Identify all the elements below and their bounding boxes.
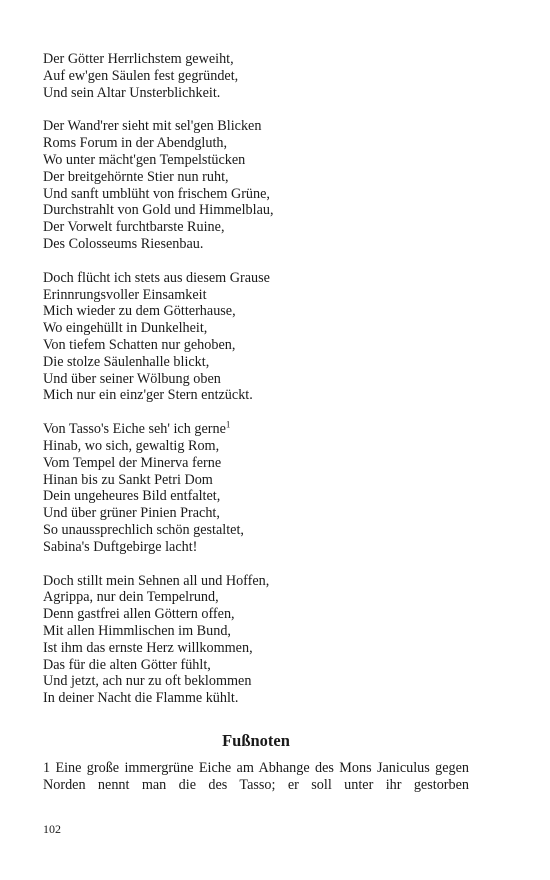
footnote-text: 1 Eine große immergrüne Eiche am Abhange des Mons Janiculus gegen Norden nennt man die des Tasso; er soll unter ihr gestorben — [43, 760, 469, 793]
poem-line: Durchstrahlt von Gold und Himmelblau, — [43, 202, 274, 219]
poem-line: Dein ungeheures Bild entfaltet, — [43, 488, 221, 505]
poem-line: Doch stillt mein Sehnen all und Hoffen, — [43, 572, 270, 589]
poem-line: Vom Tempel der Minerva ferne — [43, 454, 222, 471]
poem-line: Mich nur ein einz'ger Stern entzückt. — [43, 387, 253, 404]
stanza-2 — [43, 118, 469, 252]
poem-line: Der Götter Herrlichstem geweiht, — [43, 51, 234, 67]
page-number: 102 — [43, 822, 61, 836]
poem-line: Der breitgehörnte Stier nun ruht, — [43, 168, 229, 185]
stanza-4 — [43, 421, 469, 555]
poem-line: Denn gastfrei allen Göttern offen, — [43, 606, 235, 623]
poem-line — [43, 421, 469, 438]
poem-line: Und jetzt, ach nur zu oft beklommen — [43, 673, 252, 690]
poem-line: So unaussprechlich schön gestaltet, — [43, 521, 244, 538]
poem-line: Agrippa, nur dein Tempelrund, — [43, 589, 219, 606]
footnotes-heading: Fußnoten — [222, 731, 290, 750]
poem-line: In deiner Nacht die Flamme kühlt. — [43, 690, 239, 707]
poem-line: Auf ew'gen Säulen fest gegründet, — [43, 67, 239, 84]
poem-line: Roms Forum in der Abendgluth, — [43, 135, 228, 152]
poem-line: Erinnrungsvoller Einsamkeit — [43, 286, 207, 303]
poem-line: Und über grüner Pinien Pracht, — [43, 505, 220, 522]
poem-line: Und sein Altar Unsterblichkeit. — [43, 84, 221, 101]
poem-line: Des Colosseums Riesenbau. — [43, 235, 204, 252]
poem-line: Wo unter mächt'gen Tempelstücken — [43, 151, 246, 168]
poem-line: Und sanft umblüht von frischem Grüne, — [43, 185, 270, 202]
poem-line: Von tiefem Schatten nur gehoben, — [43, 336, 236, 353]
stanza-3 — [43, 270, 469, 404]
poem-line-text: Von Tasso's Eiche seh' ich gerne — [43, 421, 226, 438]
poem-line: Und über seiner Wölbung oben — [43, 370, 221, 387]
poem-line: Die stolze Säulenhalle blickt, — [43, 353, 210, 370]
poem-line: Sabina's Duftgebirge lacht! — [43, 538, 198, 555]
poem-line: Das für die alten Götter fühlt, — [43, 656, 211, 673]
poem-line: Hinab, wo sich, gewaltig Rom, — [43, 437, 220, 454]
stanza-5 — [43, 573, 469, 707]
poem-body — [43, 51, 469, 724]
poem-line: Mit allen Himmlischen im Bund, — [43, 622, 231, 639]
footnote-reference-link[interactable]: 1 — [225, 419, 231, 430]
poem-line: Mich wieder zu dem Götterhause, — [43, 303, 236, 320]
poem-line: Wo eingehüllt in Dunkelheit, — [43, 320, 208, 337]
poem-line: Hinan bis zu Sankt Petri Dom — [43, 471, 213, 488]
poem-line: Der Wand'rer sieht mit sel'gen Blicken — [43, 118, 262, 135]
stanza-1 — [43, 51, 469, 101]
poem-line: Der Vorwelt furchtbarste Ruine, — [43, 219, 225, 236]
poem-line: Ist ihm das ernste Herz willkommen, — [43, 639, 253, 656]
poem-line: Doch flücht ich stets aus diesem Grause — [43, 269, 270, 286]
footnotes-section — [43, 731, 469, 794]
